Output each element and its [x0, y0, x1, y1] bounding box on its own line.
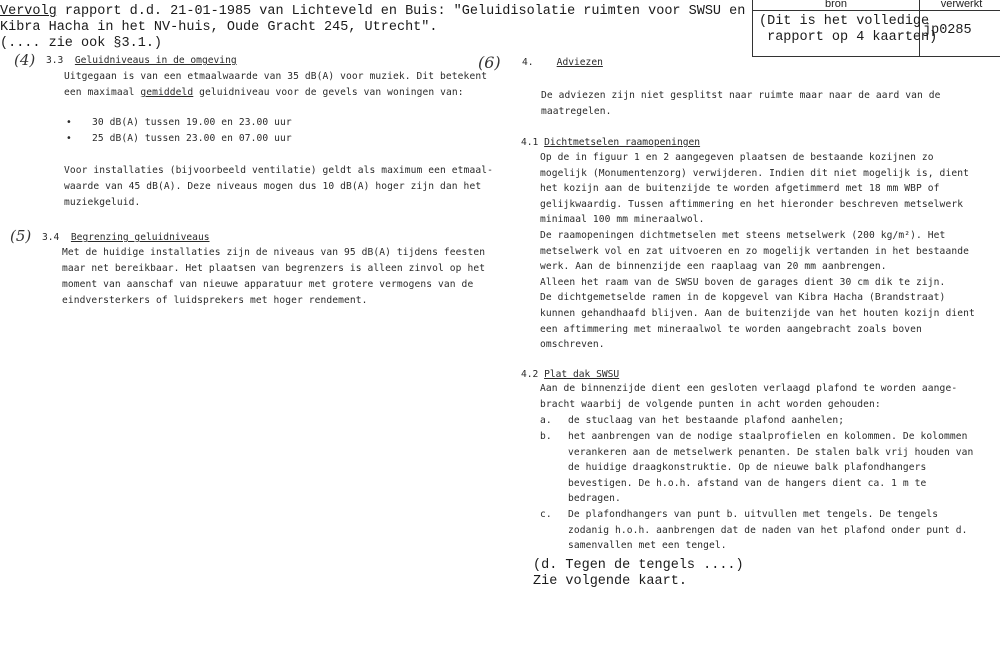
s33-p1-line2-a: een maximaal	[64, 87, 141, 98]
s41-line: De dichtgemetselde ramen in de kopgevel van Kibra Hacha (Brandstraat)	[540, 292, 946, 304]
s42-item-b-line: verankeren aan de metselwerk penanten. De stalen balk vrij houden van	[568, 446, 974, 458]
bullet-marker: •	[66, 133, 72, 144]
meta-divider-h	[753, 10, 1000, 11]
section-3-4-heading	[42, 231, 210, 245]
metadata-box	[752, 0, 1000, 57]
header-line-1	[0, 4, 745, 20]
margin-annotation-6: (6)	[478, 53, 501, 72]
s41-line: Op de in figuur 1 en 2 aangegeven plaatsen de bestaande kozijnen zo	[540, 152, 934, 163]
section-title: Geluidniveaus in de omgeving	[74, 55, 237, 66]
s33-p1-line2-b: geluidniveau voor de gevels van woningen van:	[193, 87, 464, 98]
section-number: 4.2	[521, 369, 539, 380]
section-4-2-heading	[521, 368, 619, 382]
margin-annotation-4: (4)	[14, 51, 36, 69]
s4-line1: De adviezen zijn niet gesplitst naar ruimte maar naar de aard van de	[541, 90, 941, 101]
section-title: Dichtmetselen raamopeningen	[544, 137, 701, 148]
s33-p2-line1: Voor installaties (bijvoorbeeld ventilatie) geldt als maximum een etmaal-	[64, 165, 493, 176]
section-3-3-heading	[46, 54, 237, 68]
s34-line1: Met de huidige installaties zijn de niveaus van 95 dB(A) tijdens feesten	[62, 247, 486, 258]
s41-body	[540, 150, 975, 353]
meta-note-line-1: (Dit is het volledige	[759, 14, 930, 29]
section-title: Begrenzing geluidniveaus	[70, 232, 210, 243]
s41-line: gelijkwaardig. Tussen aftimmering en het hieronder beschreven metselwerk	[540, 198, 964, 210]
s4-line2: maatregelen.	[541, 106, 612, 117]
s42-item-b-text	[568, 429, 973, 507]
s41-line: kunnen gehandhaafd blijven. Aan de buitenzijde van het houten kozijn dient	[540, 307, 975, 319]
closing-line-2: Zie volgende kaart.	[533, 574, 687, 589]
header-vervolg: Vervolg	[0, 4, 57, 19]
meta-col-bron: bron	[824, 0, 848, 10]
s41-line: metselwerk vol en zat uitvoeren en zo mogelijk vertanden in het bestaande	[540, 245, 969, 257]
header-line-1-rest: rapport d.d. 21-01-1985 van Lichteveld en Buis: "Geluidisolatie ruimten voor SWSU en	[56, 4, 746, 19]
section-title: Adviezen	[556, 57, 603, 68]
meta-note	[759, 14, 937, 46]
s42-item-c-line: zodanig h.o.h. aanbrengen dat de naden van het plafond onder punt d.	[568, 524, 968, 536]
s33-p2-line3: muziekgeluid.	[64, 197, 141, 208]
s33-p1-line2-underlined: gemiddeld	[140, 87, 194, 98]
s41-line: mogelijk (Monumentenzorg) verwijderen. Indien dit niet mogelijk is, dient	[540, 167, 969, 179]
s42-item-b-label: b.	[540, 431, 552, 442]
s34-line4: eindversterkers of luidsprekers met hoger rendement.	[62, 295, 368, 306]
section-number: 3.4	[42, 232, 60, 243]
closing-line-1: (d. Tegen de tengels ....)	[533, 558, 744, 573]
s41-line: Alleen het raam van de SWSU boven de garages dient 30 cm dik te zijn.	[540, 276, 946, 288]
s42-intro-line1: Aan de binnenzijde dient een gesloten verlaagd plafond te worden aange-	[540, 383, 958, 394]
section-4-heading	[522, 56, 603, 70]
s33-bullet-1: 30 dB(A) tussen 19.00 en 23.00 uur	[92, 117, 292, 128]
s33-p1-line2	[64, 85, 464, 101]
s42-item-a-label: a.	[540, 415, 552, 426]
s41-line: omschreven.	[540, 339, 605, 351]
section-title: Plat dak SWSU	[544, 369, 620, 380]
bullet-marker: •	[66, 117, 72, 128]
section-4-1-heading	[521, 136, 700, 150]
meta-col-verwerkt: verwerkt	[940, 0, 983, 10]
section-number: 4.1	[521, 137, 539, 148]
s42-item-b-line: bevestigen. De h.o.h. afstand van de hangers dient ca. 1 m te	[568, 477, 927, 489]
s42-item-c-label: c.	[540, 509, 552, 520]
s34-line2: maar net bereikbaar. Het plaatsen van begrenzers is alleen zinvol op het	[62, 263, 486, 274]
s42-item-c-text	[568, 507, 968, 554]
meta-note-line-2: rapport op 4 kaarten)	[759, 30, 938, 45]
s42-intro-line2: bracht waarbij de volgende punten in acht worden gehouden:	[540, 399, 881, 410]
s41-line: werk. Aan de binnenzijde een raaplaag van 20 mm aanbrengen.	[540, 261, 887, 273]
s33-bullet-2: 25 dB(A) tussen 23.00 en 07.00 uur	[92, 133, 292, 144]
s33-p1-line1: Uitgegaan is van een etmaalwaarde van 35 dB(A) voor muziek. Dit betekent	[64, 71, 488, 82]
s41-line: De raamopeningen dichtmetselen met steens metselwerk (200 kg/m²). Het	[540, 229, 946, 241]
s33-p2-line2: waarde van 45 dB(A). Deze niveaus mogen dus 10 dB(A) hoger zijn dan het	[64, 181, 482, 192]
s34-line3: moment van aanschaf van nieuwe apparatuur met grotere vermogens van de	[62, 279, 474, 290]
s42-item-b-line: het aanbrengen van de nodige staalprofielen en kolommen. De kolommen	[568, 431, 968, 442]
meta-code: jp0285	[923, 23, 972, 38]
s42-item-b-line: bedragen.	[568, 493, 621, 505]
margin-annotation-5: (5)	[10, 227, 32, 245]
header-line-2: Kibra Hacha in het NV-huis, Oude Gracht 245, Utrecht".	[0, 20, 438, 35]
header-line-3: (.... zie ook §3.1.)	[0, 36, 163, 51]
section-number: 4.	[522, 57, 534, 68]
s42-item-c-line: De plafondhangers van punt b. uitvullen met tengels. De tengels	[568, 509, 939, 520]
s41-line: minimaal 100 mm mineraalwol.	[540, 214, 705, 226]
section-number: 3.3	[46, 55, 64, 66]
s42-item-a-text: de stuclaag van het bestaande plafond aanhelen;	[568, 415, 845, 426]
s42-item-c-line: samenvallen met een tengel.	[568, 540, 727, 552]
s41-line: het kozijn aan de buitenzijde te worden afgetimmerd met 18 mm WBP of	[540, 183, 940, 195]
s42-item-b-line: de huidige draagkonstruktie. Op de nieuwe balk plafondhangers	[568, 462, 927, 474]
s41-line: een aftimmering met mineraalwol te worden aangebracht zoals boven	[540, 323, 922, 335]
